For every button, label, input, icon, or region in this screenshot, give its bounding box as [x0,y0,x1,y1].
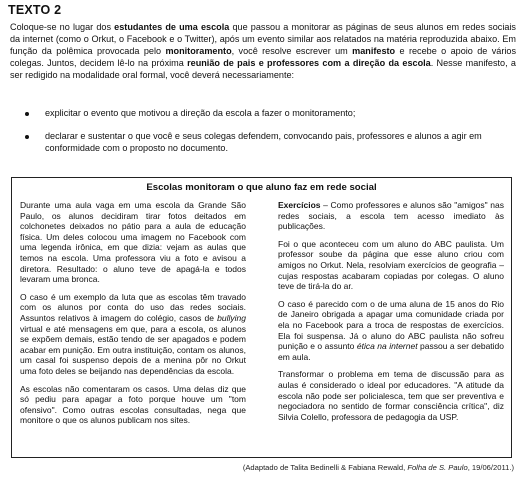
intro-bold-manifesto: manifesto [352,46,396,56]
article-subheading: Exercícios [278,200,321,210]
article-paragraph [20,292,246,377]
intro-bold-meeting: reunião de pais e professores com a direção da escola [187,58,431,68]
citation-text: (Adaptado de Talita Bedinelli & Fabiana Rewald, [242,463,408,472]
article-paragraph: Foi o que aconteceu com um aluno do ABC paulista. Um professor soube da página que esse aluno criou com amigos no Orkut. Nela, resolviam exercícios de geografia – cujas respostas acabaram copiadas por colegas. O aluno teve de tirá-la do ar. [278,238,504,292]
list-item [10,130,516,154]
bullet-icon [25,135,29,139]
article-text: – Como professores e alunos são "amigos" nas redes sociais, a escola tem acesso imediato às publicações. [278,200,504,232]
requirements-list [10,107,516,165]
article-paragraph [278,299,504,363]
intro-bold-monitoring: monitoramento [165,46,232,56]
source-citation [243,463,514,472]
article-paragraph: As escolas não comentaram os casos. Uma delas diz que só pediu para apagar a foto porque houve um "tom ofensivo". Como outras escolas consultadas, nega que monitore o que os alunos publicam nos sites. [20,383,246,426]
intro-text: , você resolve escrever um [231,46,353,56]
article-paragraph: Durante uma aula vaga em uma escola da Grande São Paulo, os alunos decidiram tirar fotos deitados em colchonetes deixados no pátio para a aula de educação física. Um deles colocou uma imagem no Facebook com uma legenda irônica, em que dizia: vejam as aulas que temos na escola. Uma professora viu a foto e avisou a diretora. Resultado: o aluno teve de apagá-la e todos levaram uma bronca. [20,200,246,285]
article-text: passou a ser debatido em aula. [278,341,505,362]
article-italic: bullying [217,312,246,323]
bullet-icon [25,112,29,116]
article-paragraph: Transformar o problema em tema de discussão para as aulas é considerado o ideal por educadores. "A atitude da escola não pode ser policialesca, tem que ser preventiva e negociadora no sentido de formar consciência crítica", diz Silvia Colello, professora de pedagogia da USP. [278,369,504,422]
article-box [11,177,512,458]
article-text: virtual e até mensagens em que, para a escola, os alunos se expõem demais, estão tendo de ser apagados e podem acabar em punição. Em outra instituição, contam os alunos, um casal foi suspenso depois de a menina pôr no Orkut uma foto deles se beijando nas dependências da escola. [20,323,246,376]
intro-text: Coloque-se no lugar dos [10,22,115,32]
citation-publication: Folha de S. Paulo [407,463,468,472]
intro-text: e recebe o apoio de vários colegas. Juntos, decidem lê-lo na próxima [10,46,517,68]
intro-text: . Nesse manifesto, a ser redigido na modalidade oral formal, você deverá necessariamente: [10,58,516,80]
article-right-column [278,200,504,429]
article-title: Escolas monitoram o que aluno faz em rede social [146,182,377,193]
article-italic: ética na internet [356,341,418,352]
list-item-text: explicitar o evento que motivou a direção da escola a fazer o monitoramento; [45,108,356,118]
list-item-text: declarar e sustentar o que você e seus colegas defendem, convocando pais, professores e alunos a agir em conformidade com o proposto no documento. [45,131,482,153]
intro-bold-students: estudantes de uma escola [114,22,230,32]
section-title: TEXTO 2 [8,3,62,17]
article-left-column [20,200,246,433]
intro-paragraph [10,21,516,81]
article-text: O caso é um exemplo da luta que as escolas têm travado com os alunos por conta do uso das redes sociais. Assuntos relativos à imagem do colégio, casos de [20,291,246,323]
article-paragraph [278,200,504,232]
citation-text: , 19/06/2011.) [467,463,514,472]
intro-text: que passou a monitorar as páginas de seus alunos em redes sociais da internet (como o Orkut, o Facebook e o Twitter), após um evento similar aos relatados na matéria reproduzida abaixo. Em função da polêmica provocada pelo [10,22,516,56]
list-item [10,107,516,119]
article-text: O caso é parecido com o de uma aluna de 15 anos do Rio de Janeiro obrigada a apagar uma comunidade criada por ela no Facebook para a troca de respostas de exercícios. Ela foi suspensa. Já o aluno do ABC paulista não sofreu punição e o assunto [278,298,504,352]
